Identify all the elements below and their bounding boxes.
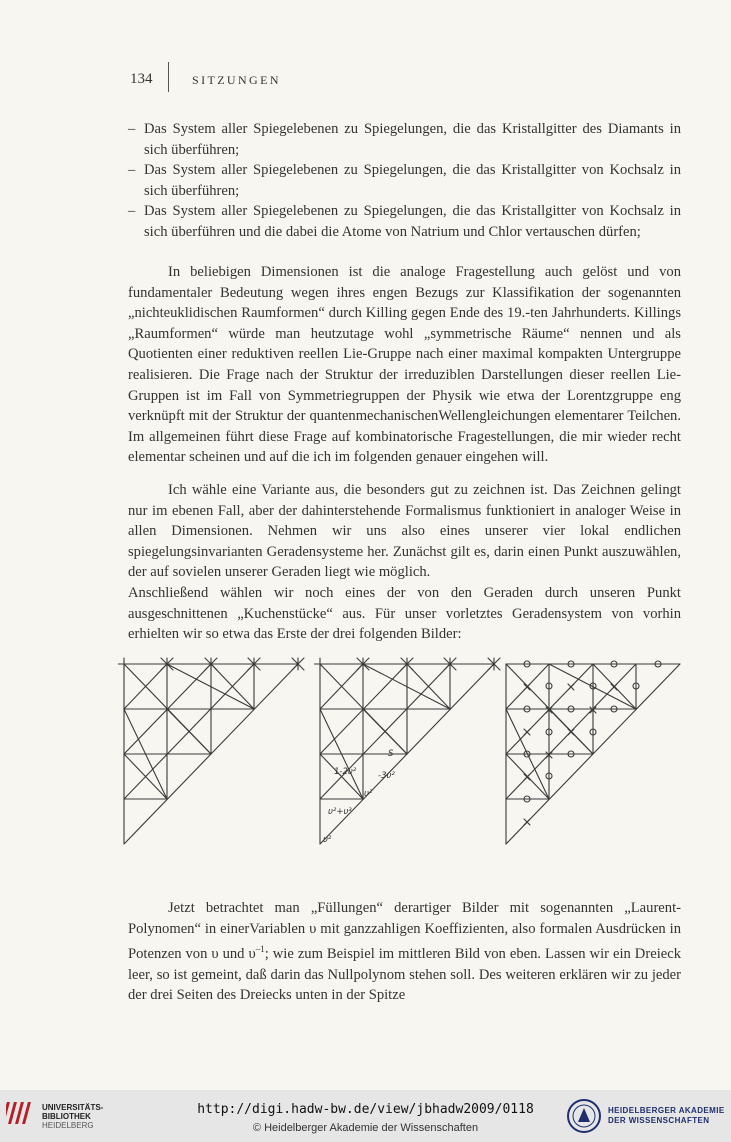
viewer-footer [0, 1090, 731, 1142]
paragraph-text [128, 898, 681, 1006]
paragraph-text-part: ; wie zum Beispiel im mittleren Bild von eben. Lassen wir ein Dreieck leer, so ist gemeint, daß darin das Nullpolynom stehen soll. Des weiteren erklären wir zu jeder der drei Seiten des Dreiecks unten in der Spitze [128, 946, 681, 1004]
list-item [128, 201, 681, 242]
figure-label: υ² [323, 835, 332, 845]
bullet-list [128, 119, 681, 243]
copyright-notice: © Heidelberger Akademie der Wissenschaften [252, 1122, 479, 1134]
figure-triangles [118, 654, 690, 864]
paragraph-variante [128, 480, 681, 645]
list-item [128, 119, 681, 160]
paragraph-raumformen [128, 262, 681, 468]
list-item-text: Das System aller Spiegelebenen zu Spiegelungen, die das Kristallgitter von Kochsalz in sich überführen; [144, 162, 681, 199]
header-divider [168, 62, 169, 92]
bullet-dash: – [128, 121, 136, 137]
superscript: –1 [255, 944, 265, 955]
paragraph-text: Ich wähle eine Variante aus, die besonders gut zu zeichnen ist. Das Zeichnen gelingt nur im ebenen Fall, aber der dahinterstehende Formalismus funktioniert in analoger Weise in allen Dimensionen. Nehmen wir uns also eines unserer vier lokal endlichen spiegelungsinvarianten Geradensysteme her. Zunächst gilt es, darin einen Punkt auszuwählen, der auf sovielen unserer Geraden liegt wie möglich. [128, 482, 681, 581]
library-name-line: UNIVERSITÄTS- [42, 1103, 104, 1112]
list-item-text: Das System aller Spiegelebenen zu Spiegelungen, die das Kristallgitter von Kochsalz in sich überführen und die dabei die Atome von Natrium und Chlor vertauschen dürfen; [144, 203, 681, 240]
academy-seal-icon [566, 1098, 602, 1134]
figure-2-filled-triangle [314, 654, 504, 864]
figure-label: -3υ² [378, 771, 395, 781]
list-item [128, 160, 681, 201]
paragraph-text: Anschließend wählen wir noch eines der von den Geraden durch unseren Punkt ausgeschnittenen „Kuchenstücke“ aus. Für unser vorletztes Geradensystem von vorhin erhielten wir so etwa das Erste der drei folgenden Bilder: [128, 584, 681, 643]
figure-3-marked-triangle [500, 654, 690, 864]
list-item-text: Das System aller Spiegelebenen zu Spiegelungen, die das Kristallgitter des Diamants in sich überführen; [144, 121, 681, 158]
page-number: 134 [130, 71, 153, 87]
library-name-line: HEIDELBERG [42, 1121, 94, 1130]
figure-label: S [388, 749, 394, 759]
bullet-dash: – [128, 203, 136, 220]
academy-name-line: HEIDELBERGER AKADEMIE [608, 1106, 725, 1115]
figure-label: υ²+υ³ [328, 807, 352, 817]
bullet-dash: – [128, 162, 136, 179]
academy-name [608, 1106, 725, 1126]
paragraph-text-part: Jetzt betrachtet man „Füllungen“ derartiger Bilder mit sogenannten „Laurent-Polynomen“ in einerVariablen υ mit ganzzahligen Koeffizienten, also formalen Ausdrücken in Potenzen von υ und υ [128, 900, 681, 963]
figure-label: υ² [364, 789, 373, 799]
library-name-line: BIBLIOTHEK [42, 1112, 91, 1121]
section-title: SITZUNGEN [192, 73, 281, 87]
academy-name-line: DER WISSENSCHAFTEN [608, 1116, 710, 1125]
figure-label: 1-2υ² [334, 767, 357, 777]
figure-1-triangle [118, 654, 308, 864]
paragraph-fuellungen [128, 898, 681, 1006]
permalink-url[interactable]: http://digi.hadw-bw.de/view/jbhadw2009/0118 [197, 1102, 534, 1117]
paragraph-text: In beliebigen Dimensionen ist die analoge Fragestellung auch gelöst und von fundamentaler Bedeutung wegen ihres engen Bezugs zur Klassifikation der sogenannten „nichteuklidischen Raumformen“ durch Killing gegen Ende des 19.-ten Jahrhunderts. Killings „Raumformen“ würde man heutzutage wohl „symmetrische Räume“ nennen und als Quotienten einer reduktiven reellen Lie-Gruppe nach einer maximal kompakten Untergruppe realisieren. Die Frage nach der Struktur der irreduziblen Darstellungen dieser reellen Lie-Gruppen ist im Fall von Symmetriegruppen der Physik wie etwa der Lorentzgruppe eng verknüpft mit der Struktur der quantenmechanischenWellengleichungen elementarer Teilchen. Im allgemeinen führt diese Frage auf kombinatorische Fragestellungen, die mir wieder recht elementar scheinen und auf die ich im folgenden genauer eingehen will. [128, 264, 681, 466]
